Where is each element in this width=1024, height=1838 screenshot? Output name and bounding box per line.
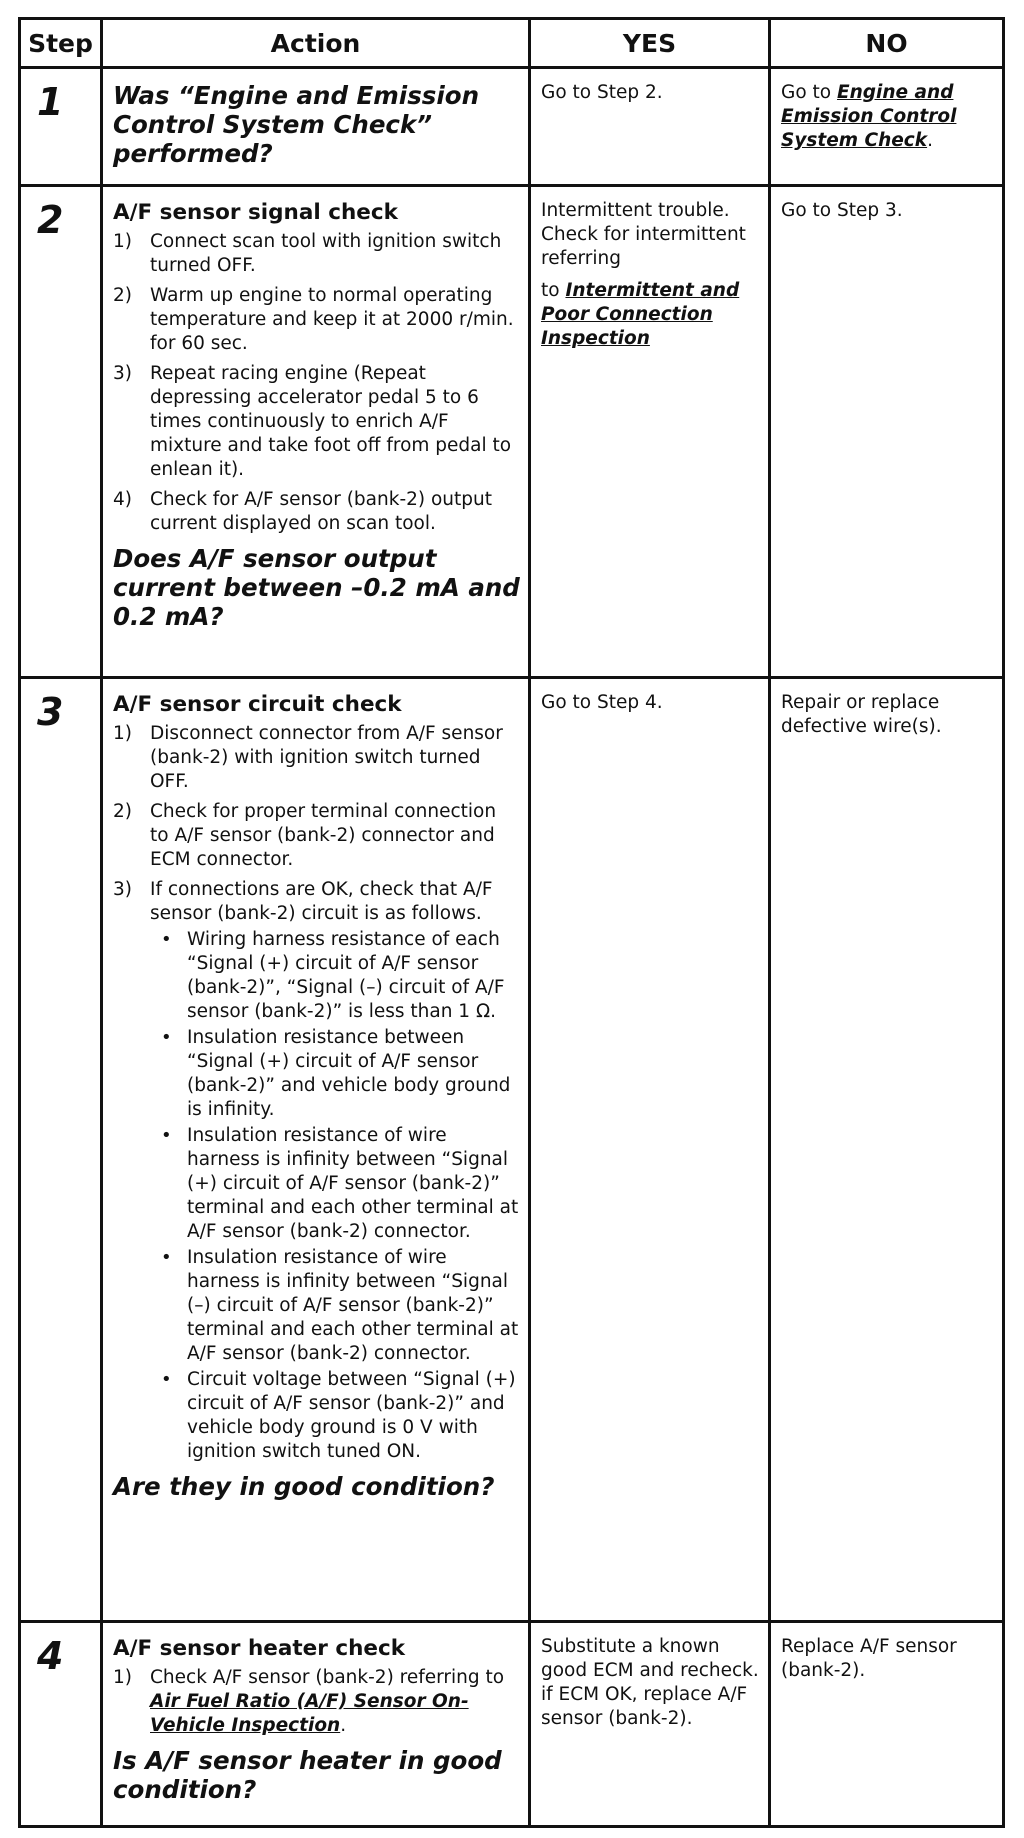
procedure-step-text: Disconnect connector from A/F sensor (bank-2) with ignition switch turned OFF. <box>150 723 503 792</box>
condition-list <box>150 928 520 1464</box>
header-step: Step <box>20 19 102 68</box>
diagnostic-table <box>18 17 1005 1828</box>
procedure-step-text: Warm up engine to normal operating temperature and keep it at 2000 r/min. for 60 sec. <box>150 285 514 354</box>
no-text: Repair or replace defective wire(s). <box>781 692 942 737</box>
step-row-1 <box>20 68 1004 186</box>
bullet-icon: • <box>161 1247 172 1268</box>
yes-reference <box>541 279 760 351</box>
step-number: 1 <box>37 80 64 124</box>
engine-emission-check-link[interactable]: Engine and Emission Control System Check <box>781 82 957 151</box>
condition-text: Insulation resistance of wire harness is infinity between “Signal (+) circuit of A/F sensor (bank-2)” terminal and each other terminal at A/F sensor (bank-2) connector. <box>187 1125 519 1242</box>
condition-text: Insulation resistance between “Signal (+) circuit of A/F sensor (bank-2)” and vehicle body ground is infinity. <box>187 1027 511 1120</box>
procedure-step-text: Check for proper terminal connection to A/F sensor (bank-2) connector and ECM connector. <box>150 801 497 870</box>
step-number: 2 <box>37 198 64 242</box>
procedure-step-number: 2) <box>113 285 132 306</box>
procedure-step <box>113 284 520 356</box>
step-question: Is A/F sensor heater in good condition? <box>113 1746 502 1804</box>
yes-cell <box>530 186 770 678</box>
header-no: NO <box>770 19 1004 68</box>
check-title: A/F sensor circuit check <box>113 692 402 717</box>
procedure-step-text: Check for A/F sensor (bank-2) output current displayed on scan tool. <box>150 489 493 534</box>
condition-text: Circuit voltage between “Signal (+) circuit of A/F sensor (bank-2)” and vehicle body ground is 0 V with ignition switch tuned ON. <box>187 1369 516 1462</box>
bullet-icon: • <box>161 1369 172 1390</box>
step-question: Does A/F sensor output current between –0.2 mA and 0.2 mA? <box>113 544 520 631</box>
procedure-list <box>113 230 520 536</box>
yes-text-prefix: to <box>541 280 566 301</box>
yes-cell <box>530 678 770 1622</box>
yes-text: Substitute a known good ECM and recheck. if ECM OK, replace A/F sensor (bank-2). <box>541 1636 759 1729</box>
header-yes: YES <box>530 19 770 68</box>
procedure-step <box>113 878 520 1464</box>
procedure-step-number: 1) <box>113 1667 132 1688</box>
condition-item <box>150 1246 520 1366</box>
action-cell <box>102 678 530 1622</box>
procedure-step-number: 3) <box>113 879 132 900</box>
procedure-step-text: Repeat racing engine (Repeat depressing accelerator pedal 5 to 6 times continuously to enrich A/F mixture and take foot off from pedal to enlean it). <box>150 363 512 480</box>
condition-item <box>150 1026 520 1122</box>
action-cell <box>102 186 530 678</box>
procedure-list <box>113 722 520 1464</box>
procedure-step <box>113 800 520 872</box>
bullet-icon: • <box>161 1027 172 1048</box>
step-number: 3 <box>37 690 64 734</box>
procedure-step-number: 3) <box>113 363 132 384</box>
procedure-step <box>113 362 520 482</box>
header-row <box>20 19 1004 68</box>
check-title: A/F sensor signal check <box>113 200 398 225</box>
condition-item <box>150 1368 520 1464</box>
procedure-step-suffix: . <box>340 1715 347 1736</box>
yes-text: Go to Step 4. <box>541 692 663 713</box>
step-question: Are they in good condition? <box>113 1472 495 1501</box>
af-sensor-inspection-link[interactable]: Air Fuel Ratio (A/F) Sensor On-Vehicle Inspection <box>150 1691 469 1736</box>
action-cell <box>102 1622 530 1827</box>
no-cell <box>770 678 1004 1622</box>
no-cell <box>770 186 1004 678</box>
step-number: 4 <box>37 1634 64 1678</box>
procedure-step-text: If connections are OK, check that A/F sensor (bank-2) circuit is as follows. <box>150 879 493 924</box>
no-cell <box>770 68 1004 186</box>
no-text-suffix: . <box>927 130 933 151</box>
check-title: A/F sensor heater check <box>113 1636 406 1661</box>
step-row-4 <box>20 1622 1004 1827</box>
procedure-step-text: Check A/F sensor (bank-2) referring to <box>150 1667 505 1688</box>
intermittent-inspection-link[interactable]: Intermittent and Poor Connection Inspection <box>541 280 740 349</box>
procedure-step <box>113 488 520 536</box>
yes-cell <box>530 1622 770 1827</box>
step-cell <box>20 68 102 186</box>
procedure-step <box>113 1666 520 1738</box>
header-action: Action <box>102 19 530 68</box>
procedure-step-number: 1) <box>113 723 132 744</box>
bullet-icon: • <box>161 1125 172 1146</box>
procedure-step <box>113 230 520 278</box>
step-cell <box>20 678 102 1622</box>
procedure-step-number: 4) <box>113 489 132 510</box>
procedure-step-text: Connect scan tool with ignition switch turned OFF. <box>150 231 502 276</box>
step-cell <box>20 1622 102 1827</box>
procedure-step-number: 2) <box>113 801 132 822</box>
procedure-step-number: 1) <box>113 231 132 252</box>
action-cell <box>102 68 530 186</box>
step-question: Was “Engine and Emission Control System Check” performed? <box>113 81 480 168</box>
procedure-list <box>113 1666 520 1738</box>
yes-text: Intermittent trouble. Check for intermittent referring <box>541 200 746 269</box>
yes-cell <box>530 68 770 186</box>
step-cell <box>20 186 102 678</box>
bullet-icon: • <box>161 929 172 950</box>
condition-item <box>150 1124 520 1244</box>
no-cell <box>770 1622 1004 1827</box>
step-row-2 <box>20 186 1004 678</box>
no-text-prefix: Go to <box>781 82 837 103</box>
condition-text: Wiring harness resistance of each “Signal (+) circuit of A/F sensor (bank-2)”, “Signal (–) circuit of A/F sensor (bank-2)” is less than 1 Ω. <box>187 929 505 1022</box>
step-row-3 <box>20 678 1004 1622</box>
no-text: Go to Step 3. <box>781 200 903 221</box>
condition-item <box>150 928 520 1024</box>
procedure-step <box>113 722 520 794</box>
no-text: Replace A/F sensor (bank-2). <box>781 1636 957 1681</box>
yes-text: Go to Step 2. <box>541 82 663 103</box>
condition-text: Insulation resistance of wire harness is infinity between “Signal (–) circuit of A/F sensor (bank-2)” terminal and each other terminal at A/F sensor (bank-2) connector. <box>187 1247 519 1364</box>
